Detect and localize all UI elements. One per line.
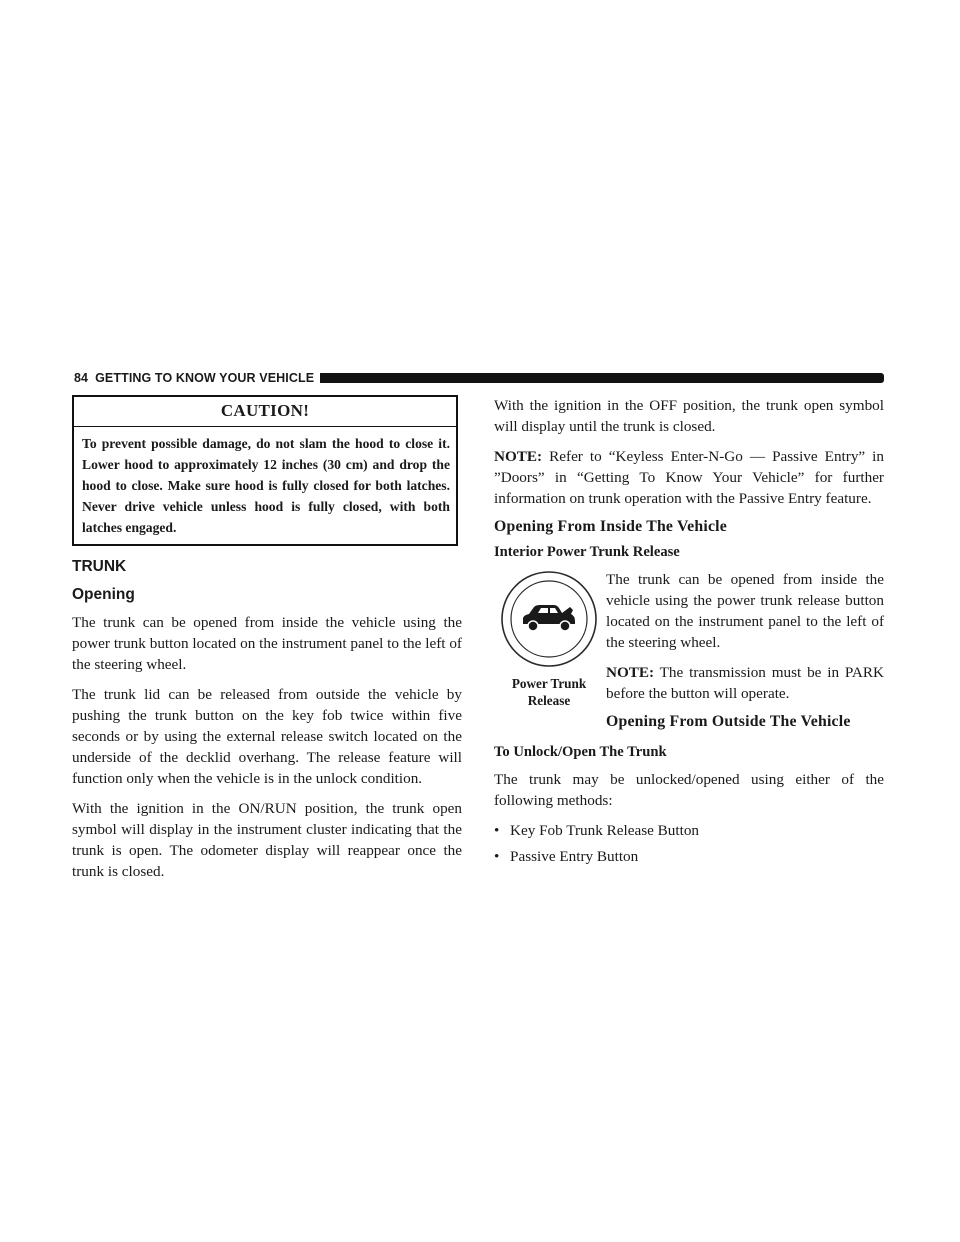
note-passive-entry [494, 446, 884, 509]
caution-text: To prevent possible damage, do not slam the hood to close it. Lower hood to approximately 12 inches (30 cm) and drop the hood to close. Make sure hood is fully closed for both latches. Never drive vehicle unless hood is fully closed, with both latches engaged. [82, 436, 450, 535]
power-trunk-release-figure [494, 569, 604, 739]
note-label: NOTE: [606, 664, 655, 681]
left-column [72, 395, 462, 891]
trunk-open-car-icon [499, 569, 599, 669]
caution-box [72, 395, 458, 546]
bullet: • [494, 822, 500, 839]
figure-text [604, 569, 884, 739]
subheading-interior-release: Interior Power Trunk Release [494, 544, 680, 560]
paragraph: The trunk can be opened from inside the vehicle using the power trunk button located on the instrument panel to the left of the steering wheel. [72, 614, 462, 673]
heading-opening-inside: Opening From Inside The Vehicle [494, 518, 727, 535]
section-title: GETTING TO KNOW YOUR VEHICLE [95, 371, 315, 385]
figure-caption-line1: Power Trunk [511, 676, 587, 691]
caution-title: CAUTION! [74, 397, 456, 427]
methods-list [494, 820, 884, 867]
paragraph-inside-release: The trunk can be opened from inside the vehicle using the power trunk release button located on the instrument panel to the left of the steering wheel. [606, 571, 884, 651]
note-text: The transmission must be in PARK before the button will operate. [606, 664, 884, 702]
list-item [494, 846, 884, 867]
right-column [494, 395, 884, 872]
note-label: NOTE: [494, 448, 543, 465]
figure-block [494, 569, 884, 739]
list-item-text: Key Fob Trunk Release Button [510, 822, 700, 839]
figure-caption-line2: Release [527, 693, 571, 708]
bullet: • [494, 848, 500, 865]
list-item [494, 820, 884, 841]
paragraph: With the ignition in the ON/RUN position, the trunk open symbol will display in the instrument cluster indicating that the trunk is open. The odometer display will reappear once the trunk is closed. [72, 800, 462, 880]
page-header [74, 369, 884, 387]
note-park [606, 662, 884, 704]
list-item-text: Passive Entry Button [510, 848, 639, 865]
header-rule [320, 373, 884, 383]
note-text: Refer to “Keyless Enter-N-Go — Passive Entry” in ”Doors” in “Getting To Know Your Vehicle” for further information on trunk operation with the Passive Entry feature. [494, 448, 884, 507]
heading-trunk: TRUNK [72, 558, 127, 575]
page-number: 84 [74, 371, 89, 385]
paragraph-methods: The trunk may be unlocked/opened using either of the following methods: [494, 771, 884, 809]
paragraph: The trunk lid can be released from outside the vehicle by pushing the trunk button on the key fob twice within five seconds or by using the external release switch located on the underside of the decklid overhang. The release feature will function only when the vehicle is in the unlock condition. [72, 686, 462, 787]
figure-caption [512, 675, 586, 709]
heading-opening-outside: Opening From Outside The Vehicle [606, 713, 851, 730]
subheading-unlock-open: To Unlock/Open The Trunk [494, 744, 667, 760]
heading-opening: Opening [72, 586, 135, 603]
paragraph-ignition-off: With the ignition in the OFF position, the trunk open symbol will display until the trunk is closed. [494, 397, 884, 435]
